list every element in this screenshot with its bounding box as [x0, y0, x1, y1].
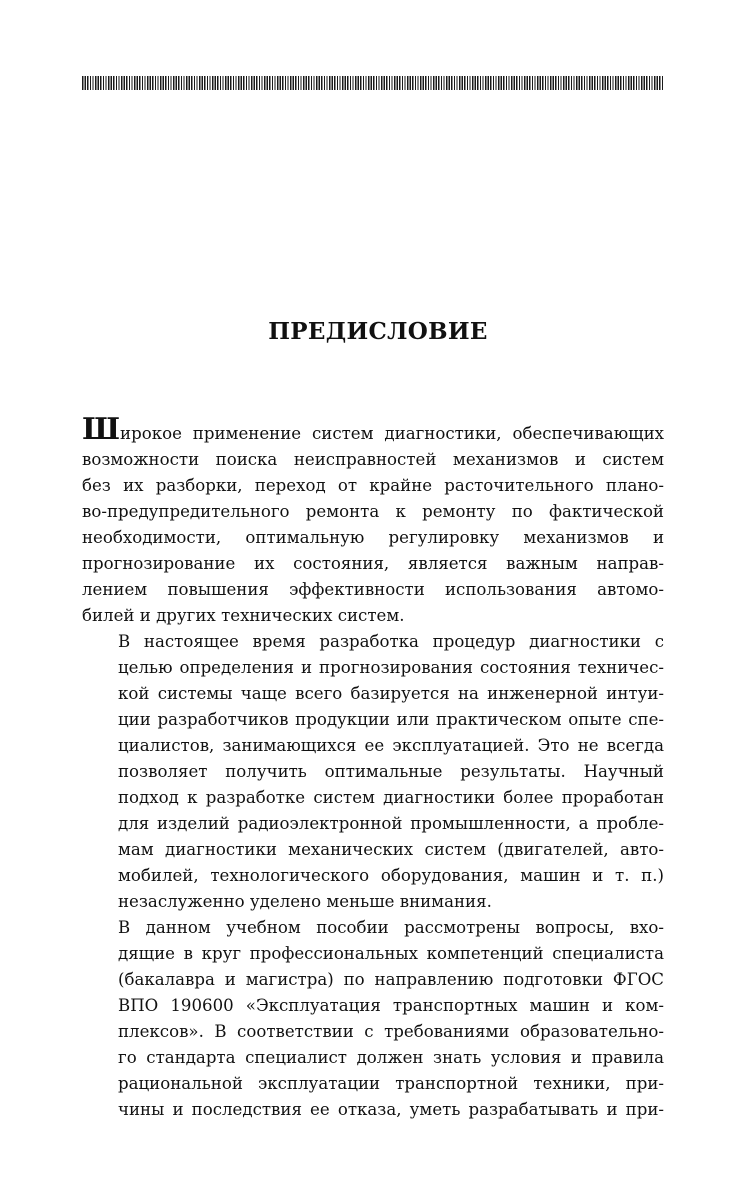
paragraph-2	[82, 629, 664, 915]
text-line: плексов». В соответствии с требованиями образовательно-	[118, 1022, 664, 1041]
body-text	[82, 412, 664, 1123]
text-line: В настоящее время разработка процедур диагностики с	[118, 632, 664, 651]
text-line: циалистов, занимающихся ее эксплуатацией. Это не всегда	[118, 736, 664, 755]
text-line: необходимости, оптимальную регулировку механизмов и	[82, 528, 664, 547]
text-line: В данном учебном пособии рассмотрены вопросы, вхо-	[118, 918, 664, 937]
paragraph-1	[82, 412, 664, 629]
text-line: ции разработчиков продукции или практическом опыте спе-	[118, 710, 664, 729]
drop-cap: Ш	[82, 412, 121, 447]
text-line: прогнозирование их состояния, является важным направ-	[82, 554, 664, 573]
header-rule	[82, 76, 664, 90]
text-line: рациональной эксплуатации транспортной техники, при-	[118, 1074, 664, 1093]
text-line: го стандарта специалист должен знать условия и правила	[118, 1048, 664, 1067]
text-line: без их разборки, переход от крайне расточительного плано-	[82, 476, 664, 495]
text-line-rest: ирокое применение систем диагностики, обеспечивающих	[120, 424, 664, 443]
text-line: незаслуженно уделено меньше внимания.	[118, 892, 492, 911]
text-line: целью определения и прогнозирования состояния техничес-	[118, 658, 664, 677]
text-line: дящие в круг профессиональных компетенций специалиста	[118, 944, 664, 963]
text-line: мобилей, технологического оборудования, машин и т. п.)	[118, 866, 664, 885]
text-line: позволяет получить оптимальные результаты. Научный	[118, 762, 664, 781]
text-line: чины и последствия ее отказа, уметь разрабатывать и при-	[118, 1100, 664, 1119]
text-line: (бакалавра и магистра) по направлению подготовки ФГОС	[118, 970, 664, 989]
text-line: во-предупредительного ремонта к ремонту по фактической	[82, 502, 664, 521]
text-line: ВПО 190600 «Эксплуатация транспортных машин и ком-	[118, 996, 664, 1015]
text-line: билей и других технических систем.	[82, 606, 405, 625]
text-line: для изделий радиоэлектронной промышленности, а пробле-	[118, 814, 664, 833]
text-line: кой системы чаще всего базируется на инженерной интуи-	[118, 684, 664, 703]
text-line	[82, 412, 664, 447]
text-line: подход к разработке систем диагностики более проработан	[118, 788, 664, 807]
text-line: мам диагностики механических систем (двигателей, авто-	[118, 840, 664, 859]
text-line: возможности поиска неисправностей механизмов и систем	[82, 450, 664, 469]
page-title: ПРЕДИСЛОВИЕ	[268, 318, 488, 345]
text-line: лением повышения эффективности использования автомо-	[82, 580, 664, 599]
paragraph-3	[82, 915, 664, 1123]
